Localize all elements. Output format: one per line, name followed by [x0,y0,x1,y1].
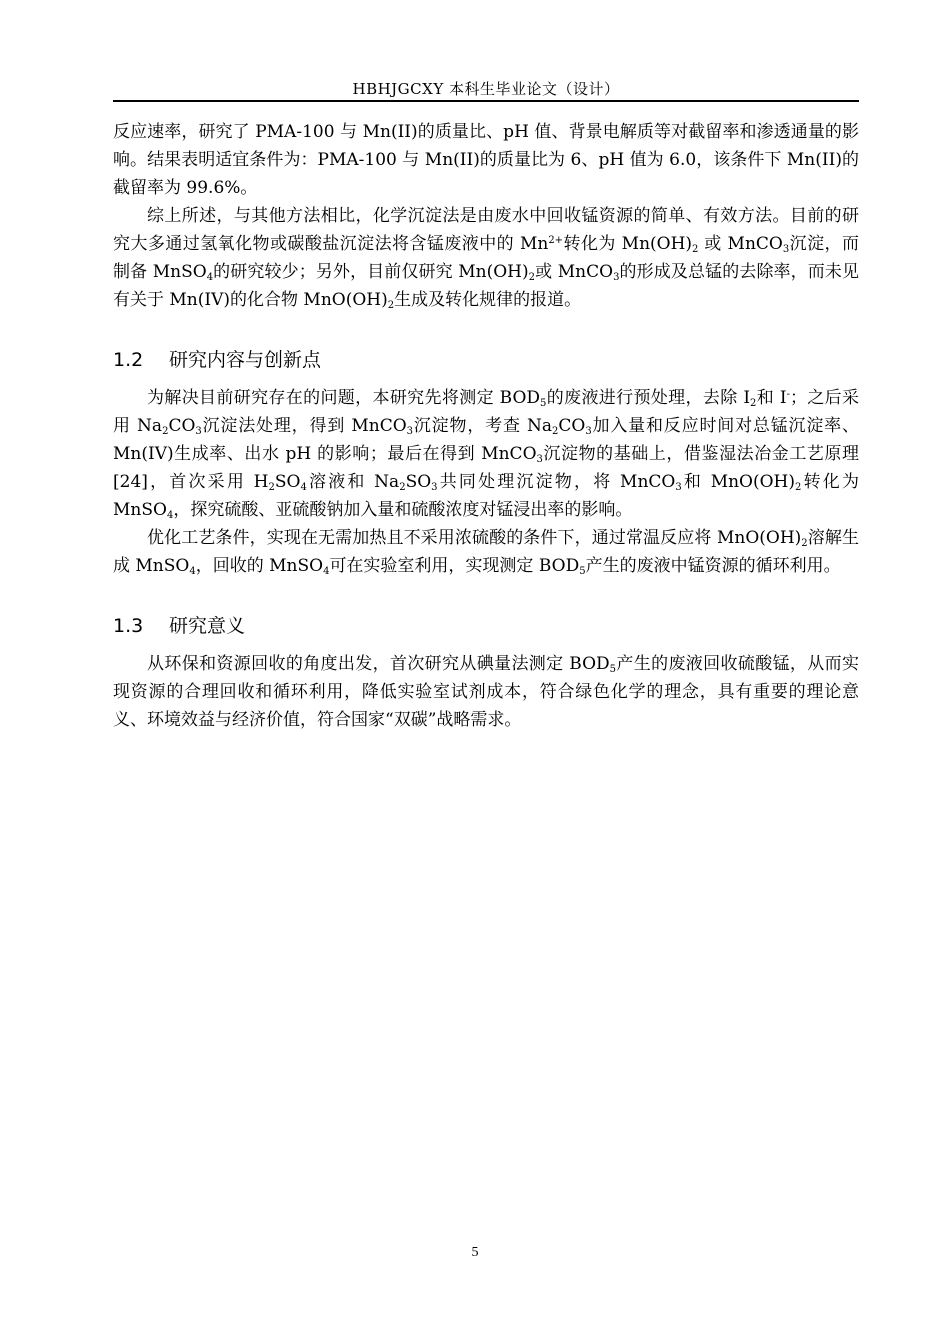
paragraph-5: 从环保和资源回收的角度出发，首次研究从碘量法测定 $BOD_5$产生的废液回收硫酸锰，从而实现资源的合理回收和循环利用，降低实验室试剂成本，符合绿色化学的理念，具有重要的理论意义、环境效益与经济价值，符合国家“双碳”战略需求。 [113,654,860,730]
paragraph-3: 为解决目前研究存在的问题，本研究先将测定 $BOD_5$的废液进行预处理，去除 $I_2$和 I-；之后采用 $Na_2CO_3$沉淀法处理，得到 MnCO$_3$沉淀物，考查 $Na_2CO_3$加入量和反应时间对总锰沉淀率、Mn(IV)生成率、出水 pH 的影响；最后在得到 MnCO$_3$沉淀物的基础上，借鉴湿法冶金工艺原理[24]，首次采用 $H_2SO_4$溶液和 $Na_2SO_3$共同处理沉淀物，将 MnCO$_3$和 $MnO(OH)_2$转化为 MnSO$_4$，探究硫酸、亚硫酸钠加入量和硫酸浓度对锰浸出率的影响。 [113,388,860,521]
page-number: 5 [471,1245,479,1260]
section-number: 1.3 [113,615,144,637]
page-header: HBHJGCXY 本科生毕业论文（设计） [352,80,620,98]
body-content [113,118,859,734]
paragraph-4: 优化工艺条件，实现在无需加热且不采用浓硫酸的条件下，通过常温反应将 $MnO(OH)_2$溶解生成 MnSO$_4$，回收的 MnSO$_4$可在实验室利用，实现测定 $BOD_5$产生的废液中锰资源的循环利用。 [113,528,859,577]
section-number: 1.2 [113,349,144,371]
header-rule [113,100,859,102]
section-title: 研究内容与创新点 [169,349,322,371]
paragraph-1: 反应速率，研究了 PMA-100 与 Mn(II)的质量比、pH 值、背景电解质等对截留率和渗透通量的影响。结果表明适宜条件为：PMA-100 与 Mn(II)的质量比为 6、pH 值为 6.0，该条件下 Mn(II)的截留率为 99.6%。 [113,122,859,198]
section-heading-1-3 [113,612,859,640]
paragraph-2: 综上所述，与其他方法相比，化学沉淀法是由废水中回收锰资源的简单、有效方法。目前的研究大多通过氢氧化物或碳酸盐沉淀法将含锰废液中的 $Mn^{2+}$转化为 $Mn(OH)_2$ 或 MnCO$_3$沉淀，而制备 MnSO$_4$的研究较少；另外，目前仅研究 $Mn(OH)_2$或 MnCO$_3$的形成及总锰的去除率，而未见有关于 Mn(IV)的化合物 $MnO(OH)_2$生成及转化规律的报道。 [113,206,859,311]
section-heading-1-2 [113,346,859,374]
section-title: 研究意义 [169,615,246,637]
